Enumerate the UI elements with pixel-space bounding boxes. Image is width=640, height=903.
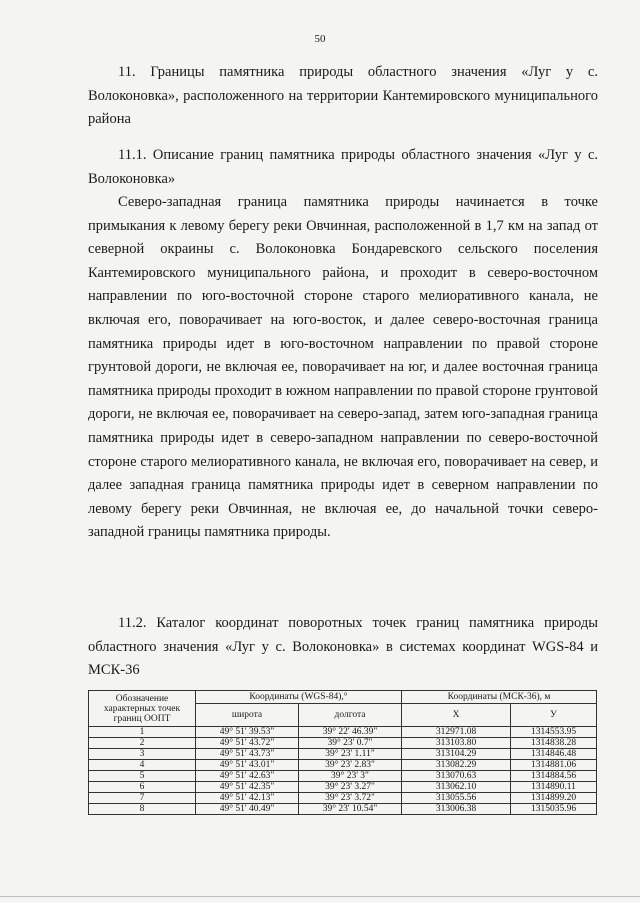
cell-longitude: 39° 23' 3.72" <box>299 793 402 804</box>
section-11-heading: 11. Границы памятника природы областного значения «Луг у с. Волоконовка», расположенного на территории Кантемировского муниципального района <box>88 64 598 128</box>
table-row <box>89 738 597 749</box>
cell-point-id: 3 <box>89 749 196 760</box>
cell-x: 313104.29 <box>402 749 511 760</box>
cell-point-id: 2 <box>89 738 196 749</box>
header-y: У <box>511 704 597 727</box>
cell-y: 1315035.96 <box>511 804 597 815</box>
table-header-row <box>89 691 597 704</box>
header-wgs84-group: Координаты (WGS-84),° <box>196 691 402 704</box>
cell-point-id: 7 <box>89 793 196 804</box>
cell-point-id: 5 <box>89 771 196 782</box>
cell-longitude: 39° 23' 0.7" <box>299 738 402 749</box>
cell-longitude: 39° 22' 46.39" <box>299 727 402 738</box>
cell-x: 313103.80 <box>402 738 511 749</box>
table-row <box>89 771 597 782</box>
cell-latitude: 49° 51' 43.72" <box>196 738 299 749</box>
section-11-1-heading: 11.1. Описание границ памятника природы областного значения «Луг у с. Волоконовка» <box>88 147 598 187</box>
cell-y: 1314881.06 <box>511 760 597 771</box>
header-latitude: широта <box>196 704 299 727</box>
boundary-description-text: Северо-западная граница памятника природы начинается в точке примыкания к левому берегу реки Овчинная, расположенной в 1,7 км на запад от северной окраины с. Волоконовка Бондаревского сельского поселения Кантемировского муниципального района, и проходит в северо-восточном направлении по юго-восточной стороне старого мелиоративного канала, не включая его, поворачивает на юго-восток, и далее северо-восточная граница памятника природы идет в юго-восточном направлении по правой стороне грунтовой дороги, не включая ее, поворачивает на юг, и далее восточная граница памятника природы проходит в южном направлении по правой стороне грунтовой дороги, не включая ее, поворачивает на северо-запад, затем юго-западная граница памятника природы идет в северо-западном направлении по северо-восточной стороне старого мелиоративного канала, не включая его, поворачивает на север, и далее западная граница памятника природы идет в северном направлении по левому берегу реки Овчинная, не включая ее, до начальной точки северо-западной границы памятника природы. <box>88 194 598 541</box>
cell-latitude: 49° 51' 42.35" <box>196 782 299 793</box>
page-number: 50 <box>314 33 326 45</box>
cell-longitude: 39° 23' 1.11" <box>299 749 402 760</box>
cell-longitude: 39° 23' 2.83" <box>299 760 402 771</box>
cell-latitude: 49° 51' 40.49" <box>196 804 299 815</box>
table-row <box>89 760 597 771</box>
coordinates-table <box>88 690 597 815</box>
section-11-2-heading: 11.2. Каталог координат поворотных точек границ памятника природы областного значения «Луг у с. Волоконовка» в системах координат WGS-84 и МСК-36 <box>88 615 598 679</box>
header-point-id: Обозначение характерных точек границ ООПТ <box>89 691 196 727</box>
cell-x: 313055.56 <box>402 793 511 804</box>
cell-longitude: 39° 23' 3.27" <box>299 782 402 793</box>
cell-x: 313062.10 <box>402 782 511 793</box>
cell-point-id: 4 <box>89 760 196 771</box>
cell-y: 1314899.20 <box>511 793 597 804</box>
table-row <box>89 804 597 815</box>
table-row <box>89 782 597 793</box>
header-longitude: долгота <box>299 704 402 727</box>
cell-latitude: 49° 51' 43.01" <box>196 760 299 771</box>
cell-y: 1314890.11 <box>511 782 597 793</box>
table-row <box>89 749 597 760</box>
cell-latitude: 49° 51' 43.73" <box>196 749 299 760</box>
cell-y: 1314553.95 <box>511 727 597 738</box>
cell-latitude: 49° 51' 42.13" <box>196 793 299 804</box>
cell-x: 313070.63 <box>402 771 511 782</box>
cell-latitude: 49° 51' 42.63" <box>196 771 299 782</box>
cell-point-id: 1 <box>89 727 196 738</box>
header-msk36-group: Координаты (МСК-36), м <box>402 691 597 704</box>
table-row <box>89 727 597 738</box>
cell-longitude: 39° 23' 10.54" <box>299 804 402 815</box>
cell-y: 1314838.28 <box>511 738 597 749</box>
scan-edge-line <box>0 896 640 897</box>
cell-x: 312971.08 <box>402 727 511 738</box>
cell-x: 313082.29 <box>402 760 511 771</box>
table-row <box>89 793 597 804</box>
cell-longitude: 39° 23' 3" <box>299 771 402 782</box>
cell-x: 313006.38 <box>402 804 511 815</box>
cell-y: 1314846.48 <box>511 749 597 760</box>
cell-y: 1314884.56 <box>511 771 597 782</box>
cell-latitude: 49° 51' 39.53" <box>196 727 299 738</box>
cell-point-id: 8 <box>89 804 196 815</box>
cell-point-id: 6 <box>89 782 196 793</box>
header-x: X <box>402 704 511 727</box>
